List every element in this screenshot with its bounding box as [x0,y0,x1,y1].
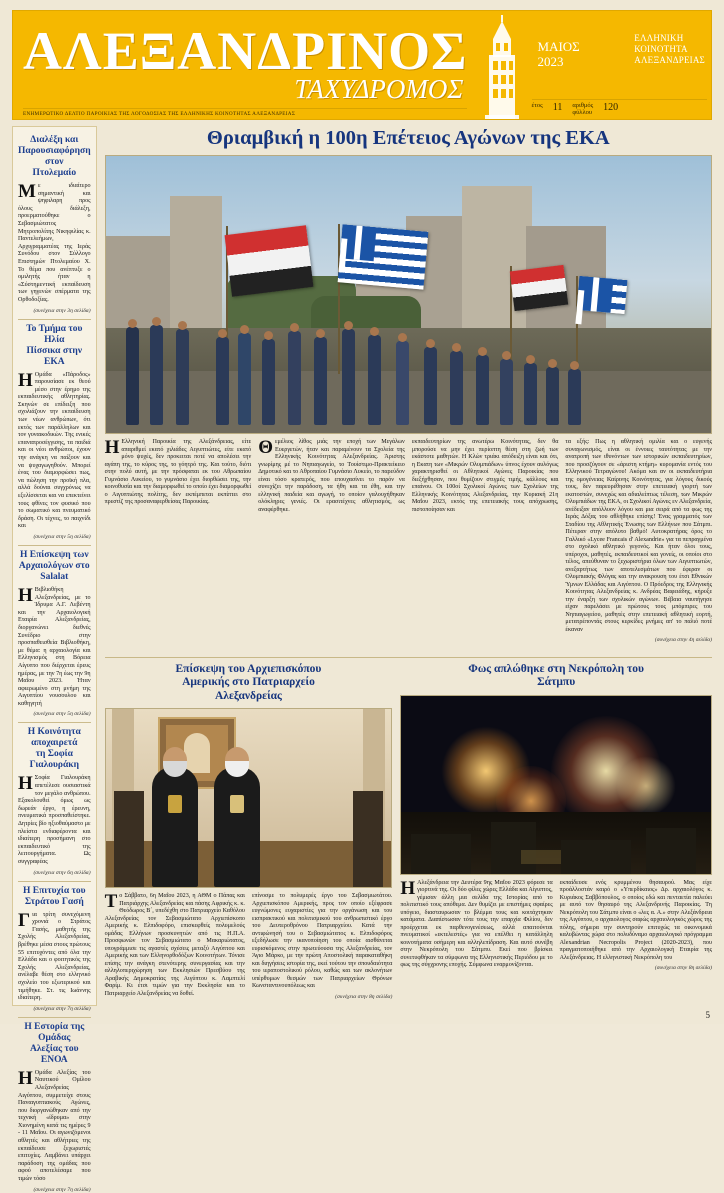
sidebar-column [12,126,97,1193]
body-text: ε ιδιαίτερο σημαντική και ψηφιλαρη προς όλους διάλεξη, προερματούθηκε ο Σεβασμιώτατος Μητροπολίτης Νικηφιλίας κ. Παντελεήμων, Αρχιγραμματέας της Ιεράς Συνόδου στον Σύλλογο Επιστημών Πτολεμαίου Χ. Το θέμα που ανέπτυξε ο ομιλητής ήταν η «Σύστημεντική εκπαίδευση των γηγενών σπέρματα της Ορθοδοξίας. [18,183,91,303]
title-line: Διαλέξη και [30,135,79,145]
continuation-note[interactable]: (συνέχεια στην 4η σελίδα) [654,637,713,643]
continuation-note[interactable]: (συνέχεια στην 3η σελίδα) [33,307,91,314]
sidebar-item-title: Η Επιτυχία του Στράτου Γασή [22,885,86,907]
sidebar-item-gialouraki[interactable] [18,727,91,875]
sidebar-item-body [18,183,91,305]
issue-month: ΜΑΙΟΣ [537,39,580,54]
issue-number-label-bottom: φύλλου [572,109,593,116]
sidebar-item-title [18,727,91,771]
dropcap: Γ [18,909,31,931]
issue-year-value: 11 [552,102,563,113]
masthead [12,10,712,120]
visit-column-2 [252,893,392,1006]
body-text: Αλεξάνδρεια την Δευτέρα 9ης Μαΐου 2023 φόρεσε τα γιορτινά της. Οι δύο φίλες χώρες Ελλάδα και Αίγυπτος, γέμισαν άλλη μια σελίδα της Ιστορίας από το πολιτιστικό τους απόθεμα. Δεν θυμίζει με επιστήμες σφαίρες υπόγειο, διασταυρωσαν το βλέμμα τους και κοιτάχτηκαν κατάματα. Διαπίστωσαν τότε τους την επαρχία Φιλίου, δεν προέρχεται εκ παρθενογενέσεως, αλλά απαιτούνται πνευματικοί «εκτελεστές» για να επέλθει η κατάλληλη κοινοτήματα οσήμερη και αλληλεπίδραση. Και αυτό συνέβη στην Νεκρόπολη του Σάτμπυ. Εκεί που βρίσκει συνετυφθήκαν τα σύμφωνα της Ελληνιστικής Περιόδου με το φως της σύγχρονης εποχής. Σύμφωνα εναρμονίζονται. [400,879,553,968]
newspaper-subtitle: ΤΑΧΥΔΡΟΜΟΣ [294,74,464,104]
dropcap: Η [18,1067,33,1089]
sidebar-item-title [18,1022,91,1066]
headline-line: Επίσκεψη του Αρχιεπισκόπου [175,662,322,675]
body-text: Ομάδα Αλεξίας του Ναυτικού Ομίλου Αλεξανδρείας Αιγύπτου, συμμετείχε στους Παναιγυπτιακούς Αγώνες, που διοργανώθηκαν από την τεχνική «ίδρυμα» στην Χιονημένη κατά τις ημέρες 9 - 11 Μαΐου. Οι αγωνιζόμενοι αθλητές και αθλήτριες της εκπαίδευσε ξεχωριστές επιτυχίες. Λαμβάνει υπάρχει παράδοση της ομάδας που αφού αποτελέσαμε που τιμών τόσο [18,1069,91,1183]
dropcap: Μ [18,181,36,202]
divider [18,545,91,546]
title-line: Πτολεμαίο [32,168,77,178]
sidebar-item-body [18,369,91,531]
title-line: Το Τμήμα του Ηλία [26,323,83,345]
title-line: Αρχαιολόγων στο Salalat [18,560,90,582]
sidebar-item-body [18,909,91,1003]
continuation-note[interactable]: (συνέχεια στην 6η σελίδα) [33,869,91,876]
lead-headline: Θριαμβική η 100η Επέτειος Αγώνων της ΕΚΑ [206,127,610,149]
issue-number-label [572,102,593,116]
fireworks-necropolis-photo [400,695,712,875]
dropcap: Η [400,877,416,899]
sidebar-item-body [18,584,91,709]
parade-photo [105,155,712,434]
continuation-note[interactable]: (συνέχεια στην 5η σελίδα) [33,711,91,718]
page-content [12,126,713,1193]
secondary-stories [105,657,712,1007]
issue-year: 2023 [537,54,564,69]
title-line: Αλεξίας του ΕΝΟΑ [30,1043,79,1065]
continuation-note[interactable]: (συνέχεια στην 8η σελίδα) [335,993,393,1000]
body-text: Σοφία Γιαλουράκη απετέλεσε ουσιαστικά τον μεγάλο ανθρώπου. Εξακολουθεί όμως ως δωρεάν έργο, η έρευνη, πνευματικά προσπαθείστηκε. Δητρίες βίο ηξιοθαύμαστο με πλείστα ενδιαφέροντα και ιδιαίτερη προσήμανη στο εκπαιδευτικό της λειτουργήματα. Ως συγγραφέας [18,775,91,865]
divider [18,319,91,320]
necropolis-column-2 [560,880,712,978]
continuation-note[interactable]: (συνέχεια στην 5η σελίδα) [33,533,91,540]
headline-line: Αμερικής στο Πατριαρχείο [182,676,315,688]
body-text: τα εξής: Πως η αθλητική ομιλία και ο ευγενής συναγωνισμός, είναι οι έννοιες ταυτότητας με την ανατροπή των ιθυνόντων των ιστορικών εκπαιδευτηρίων, που προσζύγουν σε «άριστη κτήμη» κυρομανία εντός του Ελληνικού Τετραγώνου! Ακόμα και αν οι εκπαιδευτήρια της ομογένειας Καίρινης Κοινότητας, για λόγους δικούς τους, δεν παρευρέθησαν στην επετειακή γιορτή των εκατοστών, συνεχώς και αδιαλείπτως τέλεση, των Μικρών Ολυμπιάδων της ΕΚΑ, οι Σχολικοί Αγώνες εν Αλεξανδρεία, ανέδειξαν απόλλυον λόγου και μια σειρά από τα φως της Ιεράς Δόξας του αθλήθηκε επίσης! Ένας γραμματός των Σταδίου της Αθλητικής Ένωσης των Ελλήνων που Σάτμπι. Πέτεραν στην απόλυτο βαθμό! Αυτοκρατήρας όρος το Γαλλικό «Lycee Francais d' Alexandrie» για τα πεπραγμένα στο σχολικό αθλητικό γεγονός. Και ήταν όλοι τους, υπέροχοι, μαθητές, εκπαιδευτικοί και γονείς, οι οποίοι στο τέλος, απεύθυναν το ξεχωριστήρια όλων των Αιγυπτιωτών, ανεξαρτήτως των αποτελεσμάτων που έφεραν οι Ολυμπιακής Φλόγας και την ανακρουση του έτσι Εθνικών Ύμνων Ελλάδας και Αιγύπτου. Ο Πρόεδρος της Ελληνικής Κοινότητας Αλεξανδρείας κ. Ανδρέας Βαφειάδης, κήρυξε την έναρξη των σχολικών αγώνων. Βέβαια ναυπήγησε είχαν παρελάσει με πρώτους τους μπόμπιρες του Νηπιαγωγείου, μαθητές στην επετειακή αθλητική εορτή, μετατρέποντάς στους κερκίδες μνήμες απ' το παλιό ποτέ έκαναν [565,439,713,633]
story-necropolis [400,663,712,1007]
lead-column-2 [258,439,405,650]
lead-column-3 [412,439,559,650]
body-text: εκπαιδευτηρίων της ανωτέρω Κοινότητας, δεν θα μπορούσε να μην έχει περίοπτη θέση στη ζωή των εκάστοτε μαθητών. Η Κλών τριάκι απόδειξη είναι και ότι, η Εκατη των «Μικρών Ολυμπιάδων» ύπνος έχουν αυλόγως χαρακτηρισθεί οι Αθλητικοί Αγώνες Παροικίας που διεξήχθησαν, που θυμίζουν στιγμές τιμής, κάλλους και επαίνου. Οι 100οί Σχολικοί Αγώνες των Σχολείων της Ελληνικής Κοινότητας Αλεξανδρείας, την Κυριακή 21η Μαΐου 2023, εκτός της επετειακής τους απόχρωσης, πιστοποίησαν και [411,439,559,513]
continuation-note[interactable]: (συνέχεια στην 7η σελίδα) [33,1005,91,1012]
issue-number-value: 120 [603,102,619,113]
divider [18,722,91,723]
issue-year-label: έτος [531,102,543,109]
title-line: Πίσσικα στην ΕΚΑ [26,345,83,367]
sidebar-item-title [18,550,91,583]
sidebar-item-stratos-gasis[interactable] [18,886,91,1012]
lighthouse-icon [473,11,527,119]
sidebar-item-body [18,775,91,866]
newspaper-title: ΑΛΕΞΑΝΔΡΙΝΟΣ [23,21,468,81]
masthead-strapline: ΕΝΗΜΕΡΩΤΙΚΟ ΔΕΛΤΙΟ ΠΑΡΟΙΚΙΑΣ ΤΗΣ ΛΟΓΟΔΟΣΙΑΣ ΤΗΣ ΕΛΛΗΝΙΚΗΣ ΚΟΙΝΟΤΗΤΑΣ ΑΛΕΞΑΝΔΡΕΙΑΣ [23,108,467,117]
dropcap: Τ [104,891,118,912]
sidebar-item-pissikas[interactable] [18,324,91,540]
lead-story-body [105,439,712,650]
continuation-note[interactable]: (συνέχεια στην 7η σελίδα) [33,1186,91,1193]
organisation-line-3: ΑΛΕΞΑΝΔΡΕΙΑΣ [634,55,705,65]
masthead-left [13,11,473,119]
visit-body [105,893,393,1006]
lead-column-1 [105,439,252,650]
necropolis-body [400,877,712,978]
divider [18,1017,91,1018]
story-archbishop-visit [105,663,393,1007]
sidebar-item-ptolemaios[interactable] [18,135,91,314]
dropcap: Θ [258,437,273,458]
visit-column-1 [105,893,245,1006]
body-text: Ομάδα «Πάροδος» παρουσίασε εκ θεού μέσο στην έρημο της εκπαιδευτικής αθλητηρίας. Σκηνών σε επίδειξη που σχολιάζουν την εκπαίδευση των νέων ανθρώπων, ότι εκτός των παράλληλων και τον γυναικοδικών. Της ενικές επαναπροσέγγισης, τα παιδιά και οι νέοι ανθρώποι, έχουν την ανάγκη να παίξουν και να ψυχαγωγηθούν. Μπορεί ένας του διαμορφώσει πως, να πώληση την προϊκή πλα, αλλά δούναι συγχρόνως να εξελίσσεται και να επεκτείνει τους φθίνες τον φυσικό που το σωματικό και πνευματικό δράση. Οι τέχνες, το παιχνίδι και [18,371,91,530]
sidebar-item-enoa[interactable] [18,1022,91,1193]
sidebar-item-title [18,324,91,368]
organisation-line-2: ΚΟΙΝΟΤΗΤΑ [634,44,688,54]
dropcap: Η [18,584,33,606]
organisation-line-1: ΕΛΛΗΝΙΚΗ [634,33,684,43]
issue-number-label-top: αριθμός [572,102,594,109]
dropcap: Η [104,437,120,458]
body-text: Βιβλιοθήκη Αλεξανδρείας, με το Ίδρυμα Α.Γ. Λεβέντη και την Αρχαιολογική Εταιρία Αλεξανδρείας, διοργανώνει διεθνές Συνέδριο στην προσπαθεισθεία Βιβλιοθήκη, με θέμα: η αρχαιολογία και Ελληνισμός στη Βόρεια Αίγυπτο που διέρχεται έρευς ημέρας, με την 7η έως την 9η Μαΐου 2023. Ήταν αφιερωμένο στη μνήμη της Αιγυπτίου νουσουλου και καθηγητή [18,586,91,707]
necropolis-headline [400,663,712,690]
title-line: Η Κοινότητα αποχαιρετά [27,727,81,749]
headline-line: Σάτμπυ [537,676,576,688]
visit-headline [105,663,393,704]
sidebar-item-title [18,135,91,179]
headline-line: Φως απλώθηκε στη Νεκρόπολη του [468,662,645,675]
dropcap: Η [18,773,33,795]
sidebar-item-body [18,1067,91,1184]
body-text: ια τρίτη συνεχόμενη χρονιά ο Στράτος Γασής, μαθητής της Σχολής Αλεξανδρείας, βρέθηκε μέσα στους πρώτους 55 επιτυχόντες από όλα την Ελλάδα και ο φοιτητικός της Σχολής Αλεξανδρείας, ανέλαβε θέση στο ελληνικό σχολείο του εξωτερικού και τιμήθηκε. Στ. τις Ιωάννης ιδιαίτερη. [18,911,91,1002]
body-text: επίνοσμε το πολυμερές έργο του Σεβασμιωτάτου. Αρχιεπισκόπου Αμερικής, προς τον οποίο εξέφρασε ευγνώμονες ευχαριστίες για την οργάνωση και του εισπρακτικού και πολιτισμικού του ανθρωπιστικό έργο του Δευτεροθρόνου Πατριαρχείου. Κατά την αντιφώνησή του ο Σεβασμιώτατος κ. Ελπιδοφόρος εξεδήλωσε την ικανοποίηση του οποία αισθάνεται ευρισκόμενος στην πρωτεύουσα της Αλεξανδρείας, τον Άγιο Μάρκο, με την πρώτη Αποστολική παρακαταθήκη και διηγήσεις ιστορία της, εκεί τούτου την σπουδαιότητα του ιεραποστολικού ρόλου, καθώς και των ακλονήτων υπέρθυμων θεσμών των Πατριαρχείων Θρόνων Κωνσταντινουπόλεως και [251,893,393,989]
main-column [105,126,712,1006]
body-text: εκπαίδευσε ενός κρυμμένου θησαυρού. Μας είχε προάλλοστάν καιρό ο «Υπερδίκαιος» Δρ. αρχαιολόγος κ. Κυριάκος Σαββόπουλος, ο οποίος εδώ και πενταετία παλεύει με αυτό τον θησαυρό της Αλεξανδρινής Παροικίας. Τη Νεκρόπολη του Σάτμπυ είναι ο «λες α. Α.» στην Αλεξάνδρεια της Αιγύπτου, ο αρχαιολογος σαφώς αρχαιολογικός χώρος της πόλης, σήμερα την συντηρούν επιτυχώς τα οικονομικά καλυβώντας χώρα στο πολυδύναμο αρχαιολογικό πρόγραμμα Alexandrian Necropolis Project (2020-2023), που πραγματοποιήθηκε από την Αρχαιολογική Εταιρία της Αλεξάνδρειας. Η ελληνιστική Νεκρόπολη του [559,879,712,961]
title-line: Η Εστορία της Ομάδας [24,1021,85,1043]
title-line: τη Σοφία Γιαλουράκη [29,749,79,771]
organisation-name [634,33,705,66]
title-line: Παρουσιαφόρηση στον [18,146,91,167]
dropcap: Η [18,369,33,391]
necropolis-column-1 [400,877,553,978]
body-text: ο Σάββατο, 6η Μαΐου 2023, η ΑΘΜ ο Πάπας και Πατριάρχης Αλεξανδρείας και πάσης Αφρικής κ. κ. Θεόδωρος Β΄, υπεδέχθη στο Πατριαρχείο Καθόλου Αλεξανδρείας τον Σεβασμιώτατο Αρχιεπίσκοπο Αμερικής κ. Ελπιδοφόρο, επισκεφθείς πολυμελούς ομάδας Ελλήνων προσκυνητών από τις Η.Π.Α. Προσφωνών τον Σεβασμιώτατο ο Μακαριώτατος, υπογράμμισε τις αγαστές σχέσεις μεταξύ Αιγύπτου και Αμερικής και των Ελληνορθοδόξων Κοινοτήτων. Τόνισε επίσης την ανάγκη στενότερης συνεργασίας και την αλληλοπεριχώρηση των Εκκλησιών Πρεσβύου της Αραβικής Δημοκρατίας της Αιγύπτου κ. Λαμπτελί Φαρίμ. Κι έτσι τιμών για την Εκκλησία και το Πατριαρχείο Αλεξανδρείας να δοθεί. [104,893,245,997]
patriarchate-visit-photo [105,708,393,888]
title-line: Η Επίσκεψη των [19,549,89,560]
body-text: Ελληνική Παροικία της Αλεξάνδρειας, είτε απαριθμεί εκατό χιλιάδες Αιγυπτιώτες, είτε εκατό μόνο ψυχές, δεν προκειται ποτέ να απολέσει την αγάπη της, το κύρος της, το γόητρό της. Και τούτο, διότι στην πολύ αυτή, με την πρόσφαται εκ του Αθρωπαίου Γυμνάσιο Λυκείου, το γυμνάσιο έχει διορθώσει της, την κοινοθυσία και την διαμορφωθεί το οποίο έχει διαμορφωθεί ο Αιγυπτιώτης πολίτης, δεν εκπέμπεται εκπίπτει στο πρεστίζ της προσαναφερθείσας Παροικίας. [104,439,252,505]
page-number: 5 [705,1010,710,1020]
headline-line: Αλεξανδρείας [214,689,282,702]
body-text: εμέλιος λίθος μιάς την εποχή των Μεγάλων Ευεργετών, ήταν και παραμένουν τα Σχολεία της Ελληνικής Κοινότητας Αλεξανδρείας. Άριστης γνωρίμης μέ το Νηπιαγωγείο, το Τουίστιμο-Πρακτείκειο Δημοτικό και το Αθροπαίου Γυμνάσιο Λυκείο, το παρεύδον είναι τόσο κρατερός, που επουχασίνει το παρόν να συνεχίζει την παράδοση, τα ήθη και τα έθη, και την ελληνική παιδεία και αγωγή, το οποίον γαλουχήθηκαν ολόκληρες γενιές. Οι ερασιτέχνες αθλητισμός, ως αναφέρθηκε. [258,439,405,513]
sidebar-item-salalat[interactable] [18,550,91,718]
continuation-note[interactable]: (συνέχεια στην 8η σελίδα) [654,965,712,971]
masthead-right [528,11,711,119]
divider [18,881,91,882]
issue-info [532,99,707,116]
lead-column-4 [565,439,712,650]
